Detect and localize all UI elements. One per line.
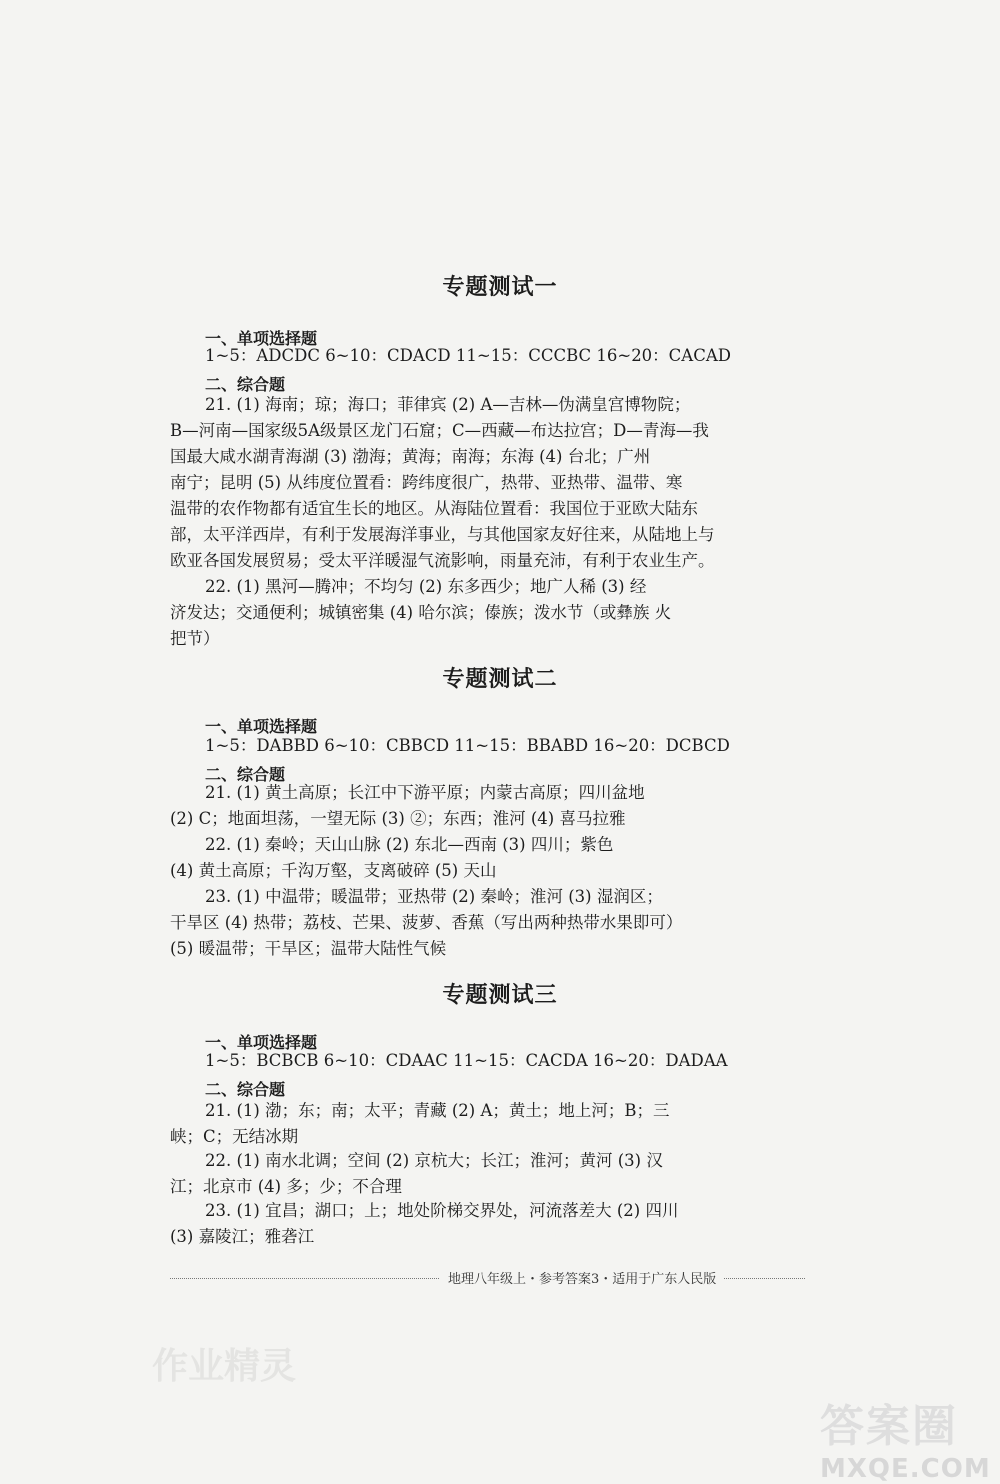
- answer-line: 国最大咸水湖青海湖 (3) 渤海；黄海；南海；东海 (4) 台北；广州: [170, 447, 651, 466]
- answer-line: 峡；C；无结冰期: [170, 1127, 299, 1146]
- heading-comprehensive-3: 二、综合题: [205, 1080, 286, 1099]
- watermark-logo: [820, 1390, 991, 1484]
- heading-single-choice-1: 一、单项选择题: [205, 329, 318, 348]
- faint-stamp: 作业精灵: [152, 1345, 297, 1387]
- mc-answers-1: 1~5：ADCDC 6~10：CDACD 11~15：CCCBC 16~20：CACAD: [205, 346, 731, 365]
- answer-line: 欧亚各国发展贸易；受太平洋暖湿气流影响，雨量充沛，有利于农业生产。: [170, 551, 715, 570]
- answer-line: 把节）: [170, 629, 220, 648]
- answer-line: B—河南—国家级5A级景区龙门石窟；C—西藏—布达拉宫；D—青海—我: [170, 421, 709, 440]
- answer-line: 23. (1) 中温带；暖温带；亚热带 (2) 秦岭；淮河 (3) 湿润区；: [205, 887, 663, 906]
- heading-comprehensive-2: 二、综合题: [205, 765, 286, 784]
- answer-line: 21. (1) 渤；东；南；太平；青藏 (2) A；黄土；地上河；B；三: [205, 1101, 670, 1120]
- answer-line: 江；北京市 (4) 多；少；不合理: [170, 1177, 402, 1196]
- answer-line: (4) 黄土高原；千沟万壑，支离破碎 (5) 天山: [170, 861, 497, 880]
- section-title-2: 专题测试二: [442, 666, 558, 692]
- answer-line: (2) C；地面坦荡，一望无际 (3) ②；东西；淮河 (4) 喜马拉雅: [170, 809, 626, 828]
- footer-text: 地理八年级上・参考答案3・适用于广东人民版: [440, 1268, 724, 1287]
- answer-line: 南宁；昆明 (5) 从纬度位置看：跨纬度很广，热带、亚热带、温带、寒: [170, 473, 683, 492]
- answer-line: 温带的农作物都有适宜生长的地区。从海陆位置看：我国位于亚欧大陆东: [170, 499, 698, 518]
- watermark-url: MXQE.COM: [820, 1454, 991, 1484]
- heading-single-choice-2: 一、单项选择题: [205, 717, 318, 736]
- watermark-main: 答案圈: [820, 1401, 958, 1452]
- mc-answers-3: 1~5：BCBCB 6~10：CDAAC 11~15：CACDA 16~20：DADAA: [205, 1051, 728, 1070]
- answer-line: (3) 嘉陵江；雅砻江: [170, 1227, 315, 1246]
- answer-line: 部，太平洋西岸，有利于发展海洋事业，与其他国家友好往来，从陆地上与: [170, 525, 715, 544]
- mc-answers-2: 1~5：DABBD 6~10：CBBCD 11~15：BBABD 16~20：DCBCD: [205, 736, 730, 755]
- answer-line: 23. (1) 宜昌；湖口；上；地处阶梯交界处，河流落差大 (2) 四川: [205, 1201, 679, 1220]
- answer-line: 21. (1) 黄土高原；长江中下游平原；内蒙古高原；四川盆地: [205, 783, 645, 802]
- answer-line: 22. (1) 南水北调；空间 (2) 京杭大；长江；淮河；黄河 (3) 汉: [205, 1151, 663, 1170]
- answer-line: 干旱区 (4) 热带；荔枝、芒果、菠萝、香蕉（写出两种热带水果即可）: [170, 913, 683, 932]
- heading-comprehensive-1: 二、综合题: [205, 375, 286, 394]
- answer-line: 21. (1) 海南；琼；海口；菲律宾 (2) A—吉林—伪满皇宫博物院；: [205, 395, 691, 414]
- answer-line: 济发达；交通便利；城镇密集 (4) 哈尔滨；傣族；泼水节（或彝族 火: [170, 603, 672, 622]
- heading-single-choice-3: 一、单项选择题: [205, 1033, 318, 1052]
- answer-line: 22. (1) 秦岭；天山山脉 (2) 东北—西南 (3) 四川；紫色: [205, 835, 614, 854]
- section-title-3: 专题测试三: [442, 982, 558, 1008]
- page-footer: [170, 1268, 805, 1288]
- answer-line: (5) 暖温带；干旱区；温带大陆性气候: [170, 939, 447, 958]
- answer-line: 22. (1) 黑河—腾冲；不均匀 (2) 东多西少；地广人稀 (3) 经: [205, 577, 647, 596]
- section-title-1: 专题测试一: [442, 274, 558, 300]
